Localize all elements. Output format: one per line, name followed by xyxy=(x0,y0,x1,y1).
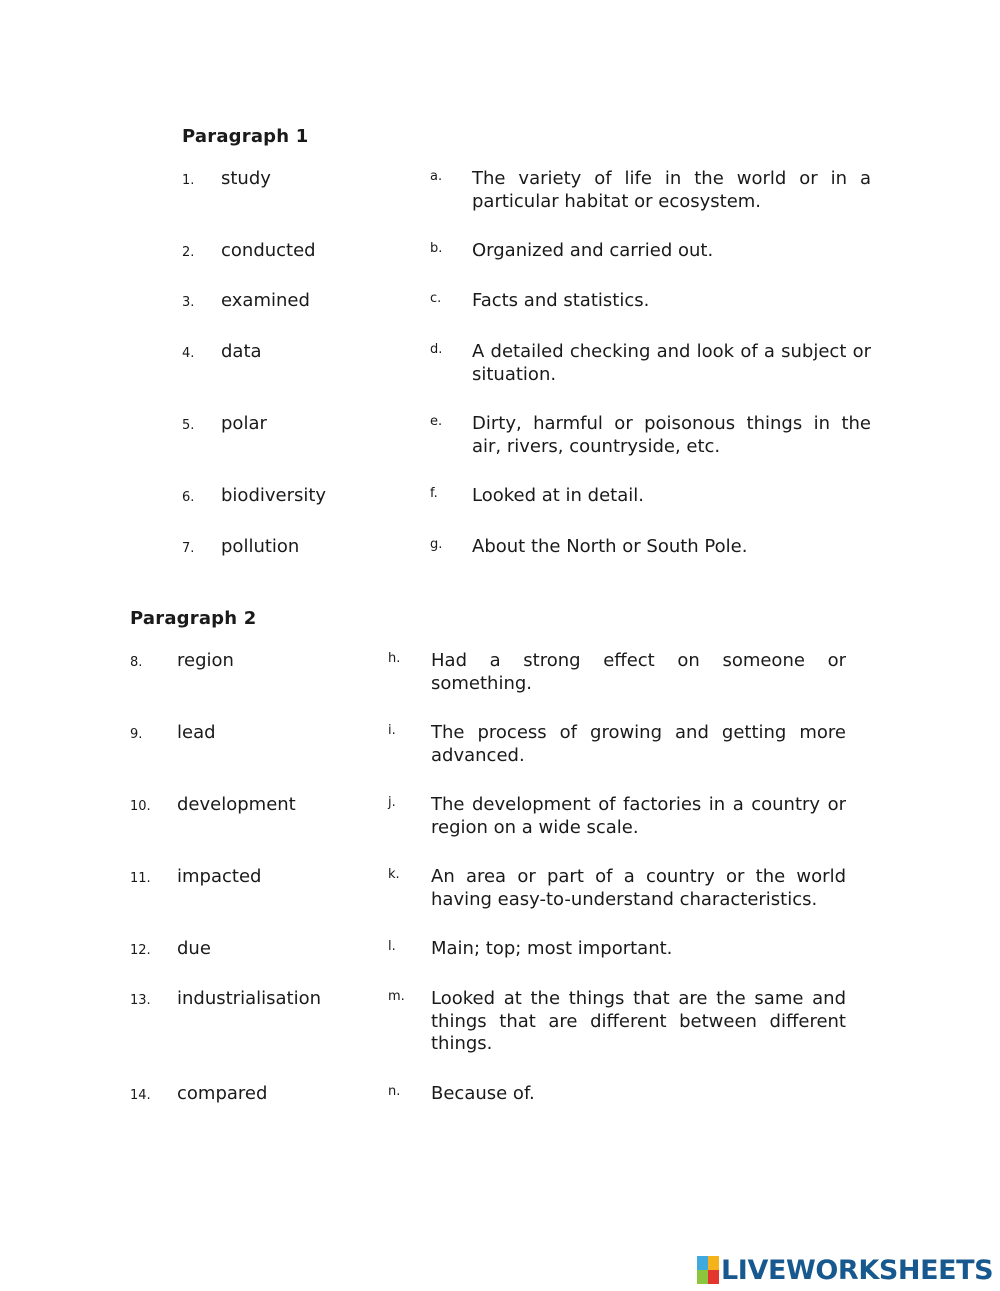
item-number: 8. xyxy=(130,655,143,670)
liveworksheets-logo xyxy=(697,1252,993,1288)
definition-text: A detailed checking and look of a subject or situation. xyxy=(472,341,871,385)
definition-letter: e. xyxy=(430,414,443,429)
item-number: 4. xyxy=(182,346,195,361)
vocabulary-word: due xyxy=(177,938,211,959)
liveworksheets-logo-icon xyxy=(697,1256,719,1284)
vocabulary-word: biodiversity xyxy=(221,485,327,506)
definition-letter: f. xyxy=(430,486,438,501)
item-number: 10. xyxy=(130,799,151,814)
definition-text: Organized and carried out. xyxy=(472,240,714,261)
definition-letter: a. xyxy=(430,169,443,184)
item-number: 14. xyxy=(130,1088,151,1103)
definition-text: The variety of life in the world or in a particular habitat or ecosystem. xyxy=(472,168,871,212)
item-number: 5. xyxy=(182,418,195,433)
definition-text: Because of. xyxy=(431,1083,535,1104)
vocabulary-word: data xyxy=(221,341,262,362)
vocabulary-word: pollution xyxy=(221,536,300,557)
definition-letter: h. xyxy=(388,651,401,666)
definition-text: An area or part of a country or the world having easy-to-understand characteristics. xyxy=(431,866,846,910)
vocabulary-word: compared xyxy=(177,1083,268,1104)
definition-letter: l. xyxy=(388,939,396,954)
definition-letter: g. xyxy=(430,537,443,552)
definition-text: Dirty, harmful or poisonous things in the air, rivers, countryside, etc. xyxy=(472,413,871,457)
vocabulary-word: lead xyxy=(177,722,216,743)
vocabulary-word: industrialisation xyxy=(177,988,321,1009)
definition-letter: c. xyxy=(430,291,442,306)
vocabulary-word: impacted xyxy=(177,866,262,887)
vocabulary-word: conducted xyxy=(221,240,316,261)
item-number: 1. xyxy=(182,173,195,188)
definition-letter: j. xyxy=(388,795,396,810)
paragraph-1-heading: Paragraph 1 xyxy=(182,126,309,147)
definition-letter: i. xyxy=(388,723,396,738)
definition-text: Facts and statistics. xyxy=(472,290,650,311)
logo-text: LIVEWORKSHEETS xyxy=(721,1254,994,1286)
definition-text: The process of growing and getting more advanced. xyxy=(431,722,846,766)
item-number: 2. xyxy=(182,245,195,260)
definition-letter: d. xyxy=(430,342,443,357)
vocabulary-word: examined xyxy=(221,290,310,311)
item-number: 13. xyxy=(130,993,151,1008)
vocabulary-word: polar xyxy=(221,413,267,434)
item-number: 3. xyxy=(182,295,195,310)
vocabulary-word: development xyxy=(177,794,296,815)
item-number: 6. xyxy=(182,490,195,505)
item-number: 7. xyxy=(182,541,195,556)
item-number: 12. xyxy=(130,943,151,958)
definition-letter: n. xyxy=(388,1084,401,1099)
definition-text: Looked at in detail. xyxy=(472,485,644,506)
definition-text: Main; top; most important. xyxy=(431,938,673,959)
definition-letter: m. xyxy=(388,989,405,1004)
item-number: 9. xyxy=(130,727,143,742)
paragraph-2-heading: Paragraph 2 xyxy=(130,608,257,629)
vocabulary-word: study xyxy=(221,168,271,189)
vocabulary-word: region xyxy=(177,650,234,671)
item-number: 11. xyxy=(130,871,151,886)
definition-letter: b. xyxy=(430,241,443,256)
definition-text: Looked at the things that are the same and things that are different between different things. xyxy=(431,988,846,1054)
definition-text: The development of factories in a country or region on a wide scale. xyxy=(431,794,846,838)
definition-text: Had a strong effect on someone or something. xyxy=(431,650,846,694)
definition-letter: k. xyxy=(388,867,400,882)
definition-text: About the North or South Pole. xyxy=(472,536,748,557)
